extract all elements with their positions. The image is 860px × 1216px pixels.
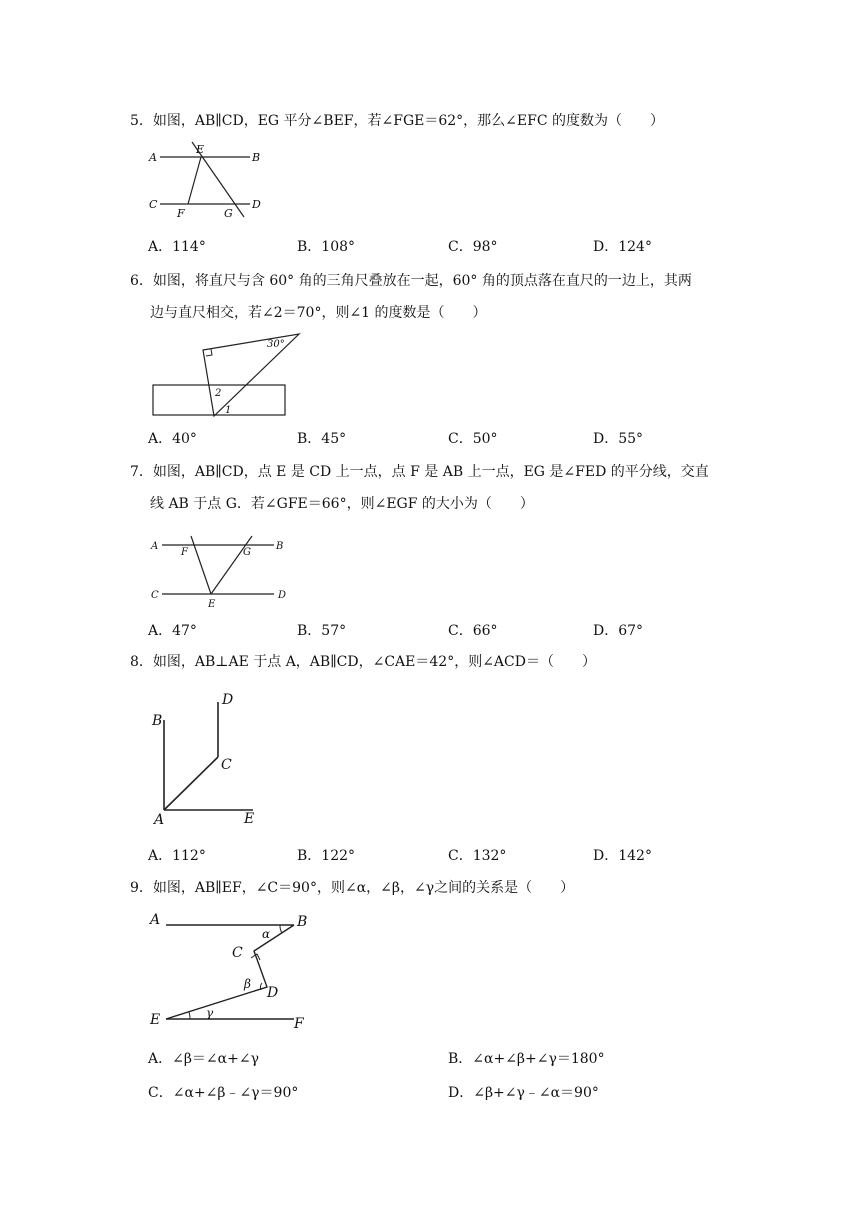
label-B: B [152,713,163,729]
question-stem-line2: 线 AB 于点 G．若∠GFE＝66°，则∠EGF 的大小为（ ） [150,496,534,512]
label-30deg: 30° [267,339,285,350]
question-8 [130,652,596,672]
label-1: 1 [225,405,232,416]
option-c[interactable]: C．50° [448,431,498,447]
label-E: E [208,599,216,610]
question-stem-line2: 边与直尺相交，若∠2＝70°，则∠1 的度数是（ ） [150,305,487,321]
label-D: D [252,198,261,211]
option-d[interactable]: D．∠β+∠γ﹣∠α＝90° [448,1085,599,1101]
label-E: E [196,143,205,156]
label-F: F [294,1016,304,1032]
option-b[interactable]: B．∠α+∠β+∠γ＝180° [448,1051,605,1067]
option-b[interactable]: B．45° [297,431,347,447]
label-2: 2 [215,388,222,399]
label-A: A [151,541,159,552]
option-d[interactable]: D．55° [593,431,644,447]
label-A: A [149,151,157,164]
option-a[interactable]: A．∠β＝∠α+∠γ [148,1051,259,1067]
label-C: C [232,945,243,961]
label-E: E [244,811,255,827]
option-c[interactable]: C．132° [448,848,507,864]
option-d[interactable]: D．124° [593,239,652,255]
option-b[interactable]: B．122° [297,848,356,864]
label-C: C [221,757,232,773]
label-F: F [177,207,185,220]
question-6 [130,271,692,321]
question-stem: 8．如图，AB⊥AE 于点 A，AB∥CD，∠CAE＝42°，则∠ACD＝（ ） [130,654,596,670]
option-c[interactable]: C．66° [448,623,498,639]
option-b[interactable]: B．57° [297,623,347,639]
question-7 [130,462,709,512]
figure-q9 [148,908,318,1033]
figure-q7 [148,533,298,613]
label-D: D [278,590,287,601]
label-C: C [149,198,158,211]
label-B: B [297,914,308,930]
label-D: D [222,692,234,708]
option-b[interactable]: B．108° [297,239,356,255]
option-a[interactable]: A．112° [148,848,206,864]
label-B: B [276,541,284,552]
label-G: G [243,547,251,558]
label-B: B [252,151,261,164]
label-A: A [154,812,165,828]
label-D: D [267,985,279,1001]
option-a[interactable]: A．40° [148,431,197,447]
label-A: A [150,912,161,928]
question-stem: 9．如图，AB∥EF，∠C＝90°，则∠α，∠β，∠γ之间的关系是（ ） [130,880,575,896]
label-C: C [151,590,159,601]
label-gamma: γ [206,1006,214,1020]
figure-q8 [150,688,280,828]
label-beta: β [244,977,251,991]
option-c[interactable]: C．98° [448,239,498,255]
question-stem: 6．如图，将直尺与含 60° 角的三角尺叠放在一起，60° 角的顶点落在直尺的一边上，其两 [130,273,692,289]
option-a[interactable]: A．114° [148,239,206,255]
option-c[interactable]: C．∠α+∠β﹣∠γ＝90° [148,1085,299,1101]
label-G: G [224,207,233,220]
question-5 [130,111,664,131]
question-9 [130,878,574,898]
figure-q5 [146,140,276,220]
question-stem: 5．如图，AB∥CD，EG 平分∠BEF，若∠FGE＝62°，那么∠EFC 的度数为（ ） [130,113,665,129]
option-a[interactable]: A．47° [148,623,197,639]
question-stem: 7．如图，AB∥CD，点 E 是 CD 上一点，点 F 是 AB 上一点，EG 是∠FED 的平分线，交直 [130,464,709,480]
label-alpha: α [262,927,271,941]
label-F: F [181,547,188,558]
label-E: E [150,1012,161,1028]
option-d[interactable]: D．142° [593,848,652,864]
figure-q6 [150,330,310,420]
option-d[interactable]: D．67° [593,623,644,639]
